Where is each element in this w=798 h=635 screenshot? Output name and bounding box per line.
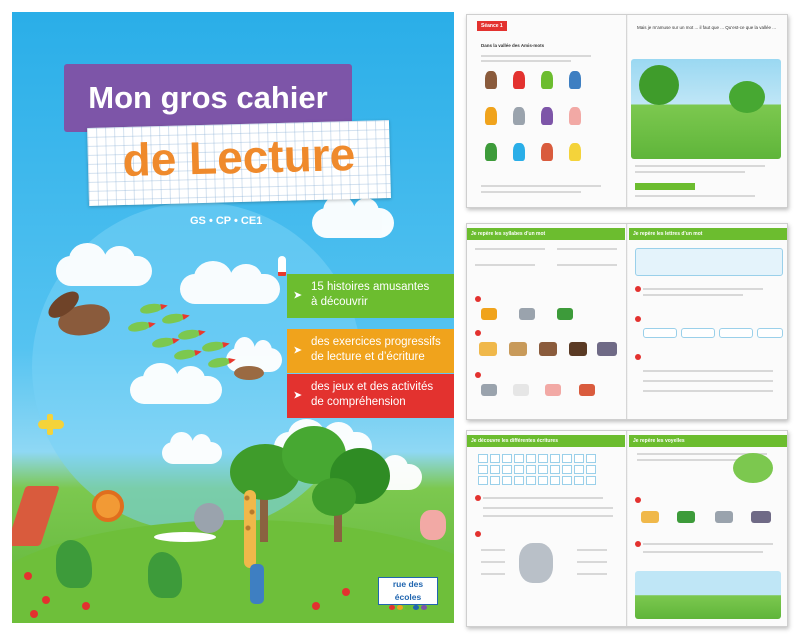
answer-box — [681, 328, 715, 338]
story-text: Mais je m’amuse sur un mot ... il faut que ... Qu’est-ce que la vallée ... — [637, 25, 777, 30]
grid-cell — [550, 454, 560, 463]
grid-cell — [574, 454, 584, 463]
animal-picture — [481, 308, 497, 320]
grid-cell — [526, 476, 536, 485]
page-fold — [626, 224, 628, 419]
text-line — [475, 248, 545, 250]
cloud — [130, 376, 222, 404]
text-line — [635, 195, 755, 197]
text-line — [643, 390, 773, 392]
text-line — [557, 264, 617, 266]
exercise-header: Je repère les syllabes d’un mot — [467, 228, 625, 240]
animal-picture — [479, 342, 497, 356]
cover-title-line1: Mon gros cahier — [88, 80, 328, 115]
answer-box — [757, 328, 783, 338]
cloud — [56, 256, 152, 286]
publisher-dot — [389, 605, 395, 610]
exercise-number — [475, 296, 481, 302]
answer-box — [643, 328, 677, 338]
character-figure — [513, 107, 525, 125]
feature-banner-stories — [287, 274, 454, 318]
animal-picture — [519, 308, 535, 320]
grid-cell — [550, 465, 560, 474]
text-line — [475, 264, 535, 266]
child-illustration — [250, 564, 264, 604]
spread-preview-vowels — [466, 430, 788, 627]
text-line — [483, 507, 613, 509]
bird-illustration — [234, 366, 264, 380]
text-line — [483, 497, 603, 499]
exercise-header: Je repère les voyelles — [629, 435, 787, 447]
feature-banner-exercises — [287, 329, 454, 373]
grid-cell — [490, 454, 500, 463]
grid-cell — [526, 454, 536, 463]
text-line — [481, 573, 505, 575]
text-line — [643, 294, 743, 296]
feature-banner-games — [287, 374, 454, 418]
grade-levels: GS • CP • CE1 — [190, 215, 263, 227]
character-figure — [541, 71, 553, 89]
character-figure — [569, 107, 581, 125]
text-line — [481, 185, 601, 187]
slide-illustration — [12, 486, 60, 546]
story-title: Dans la vallée des Amis-mots — [481, 43, 545, 48]
animal-picture — [481, 384, 497, 396]
text-line — [635, 165, 765, 167]
feature-line: à découvrir — [311, 296, 368, 308]
grid-cell — [478, 476, 488, 485]
character-figure — [513, 143, 525, 161]
story-illustration — [635, 571, 781, 619]
publisher-dot — [397, 605, 403, 610]
text-line — [481, 60, 571, 62]
grid-cell — [586, 465, 596, 474]
question-bar — [635, 183, 695, 190]
animal-picture — [641, 511, 659, 523]
animal-picture — [509, 342, 527, 356]
cloud — [312, 208, 394, 238]
flower-illustration — [42, 596, 50, 604]
animal-picture — [513, 384, 529, 396]
flower-illustration — [312, 602, 320, 610]
lion-illustration — [92, 490, 124, 522]
character-figure — [485, 71, 497, 89]
feature-line: de compréhension — [311, 396, 406, 408]
exercise-header: Je repère les lettres d’un mot — [629, 228, 787, 240]
grid-cell — [502, 454, 512, 463]
elephant-illustration — [194, 503, 224, 533]
animal-picture — [715, 511, 733, 523]
flower-illustration — [24, 572, 32, 580]
grid-cell — [586, 476, 596, 485]
grid-cell — [478, 454, 488, 463]
book-cover — [12, 12, 454, 623]
text-line — [481, 549, 505, 551]
character-figure — [569, 71, 581, 89]
exercise-number — [475, 330, 481, 336]
answer-box — [719, 328, 753, 338]
feature-line: 15 histoires amusantes — [311, 281, 430, 293]
exercise-number — [635, 286, 641, 292]
publisher-name: rue des écoles — [392, 579, 424, 602]
animal-picture — [597, 342, 617, 356]
grid-cell — [502, 465, 512, 474]
grid-cell — [490, 465, 500, 474]
text-line — [643, 370, 773, 372]
cover-title-paper — [87, 120, 391, 206]
text-line — [577, 561, 607, 563]
arrow-icon: ➤ — [293, 344, 303, 357]
rocket-icon — [278, 256, 286, 276]
text-line — [643, 543, 773, 545]
exercise-number — [635, 354, 641, 360]
publisher-dots — [379, 605, 437, 610]
flower-illustration — [82, 602, 90, 610]
letters-strip — [635, 248, 783, 276]
character-figure — [569, 143, 581, 161]
page-fold — [626, 15, 628, 207]
tree-illustration — [729, 81, 765, 113]
grid-cell — [574, 465, 584, 474]
grid-cell — [502, 476, 512, 485]
grid-cell — [514, 476, 524, 485]
grid-cell — [478, 465, 488, 474]
exercise-number — [635, 497, 641, 503]
text-line — [483, 515, 613, 517]
page-fold — [626, 431, 628, 626]
grid-cell — [538, 465, 548, 474]
giraffe-illustration — [244, 490, 256, 568]
text-line — [481, 191, 581, 193]
grid-cell — [574, 476, 584, 485]
animal-picture — [539, 342, 557, 356]
publisher-dot — [413, 605, 419, 610]
grid-cell — [538, 454, 548, 463]
airplane-illustration — [38, 420, 64, 429]
grid-cell — [514, 454, 524, 463]
animal-picture — [579, 384, 595, 396]
grid-cell — [490, 476, 500, 485]
publisher-dot — [405, 605, 411, 610]
arrow-icon: ➤ — [293, 389, 303, 402]
text-line — [481, 55, 591, 57]
animal-picture — [677, 511, 695, 523]
elephant-picture — [519, 543, 553, 583]
text-line — [637, 459, 747, 461]
grid-cell — [562, 454, 572, 463]
grid-cell — [538, 476, 548, 485]
animal-picture — [569, 342, 587, 356]
exercise-number — [475, 495, 481, 501]
animal-picture — [545, 384, 561, 396]
feature-line: des jeux et des activités — [311, 381, 434, 393]
grid-cell — [562, 465, 572, 474]
exercise-header: Je découvre les différentes écritures — [467, 435, 625, 447]
cloud — [162, 442, 222, 464]
character-figure — [541, 143, 553, 161]
crocodile-picture — [733, 453, 773, 483]
text-line — [643, 288, 763, 290]
cat-illustration — [420, 510, 446, 540]
flower-illustration — [30, 610, 38, 618]
cover-title-line2: de Lecture — [121, 127, 356, 187]
tree-illustration — [312, 478, 356, 516]
exercise-number — [635, 541, 641, 547]
animal-picture — [557, 308, 573, 320]
grid-cell — [526, 465, 536, 474]
grid-cell — [562, 476, 572, 485]
animal-picture — [751, 511, 771, 523]
text-line — [557, 248, 617, 250]
arrow-icon: ➤ — [293, 289, 303, 302]
exercise-number — [475, 372, 481, 378]
spread-preview-syllables — [466, 223, 788, 420]
cloud — [180, 274, 280, 304]
character-figure — [541, 107, 553, 125]
publisher-logo — [378, 577, 438, 605]
exercise-number — [635, 316, 641, 322]
publisher-dot — [421, 605, 427, 610]
text-line — [577, 573, 607, 575]
text-line — [643, 380, 773, 382]
alphabet-grid — [477, 453, 597, 486]
grid-cell — [586, 454, 596, 463]
text-line — [643, 551, 763, 553]
character-figure — [485, 143, 497, 161]
text-line — [481, 561, 505, 563]
spread-preview-story — [466, 14, 788, 208]
exercise-number — [475, 531, 481, 537]
grid-cell — [550, 476, 560, 485]
text-line — [635, 171, 745, 173]
tree-illustration — [639, 65, 679, 105]
session-label: Séance 1 — [477, 21, 507, 31]
table-illustration — [154, 532, 216, 542]
character-figure — [513, 71, 525, 89]
text-line — [577, 549, 607, 551]
character-figure — [485, 107, 497, 125]
feature-line: des exercices progressifs — [311, 336, 441, 348]
feature-line: de lecture et d’écriture — [311, 351, 425, 363]
flower-illustration — [342, 588, 350, 596]
grid-cell — [514, 465, 524, 474]
